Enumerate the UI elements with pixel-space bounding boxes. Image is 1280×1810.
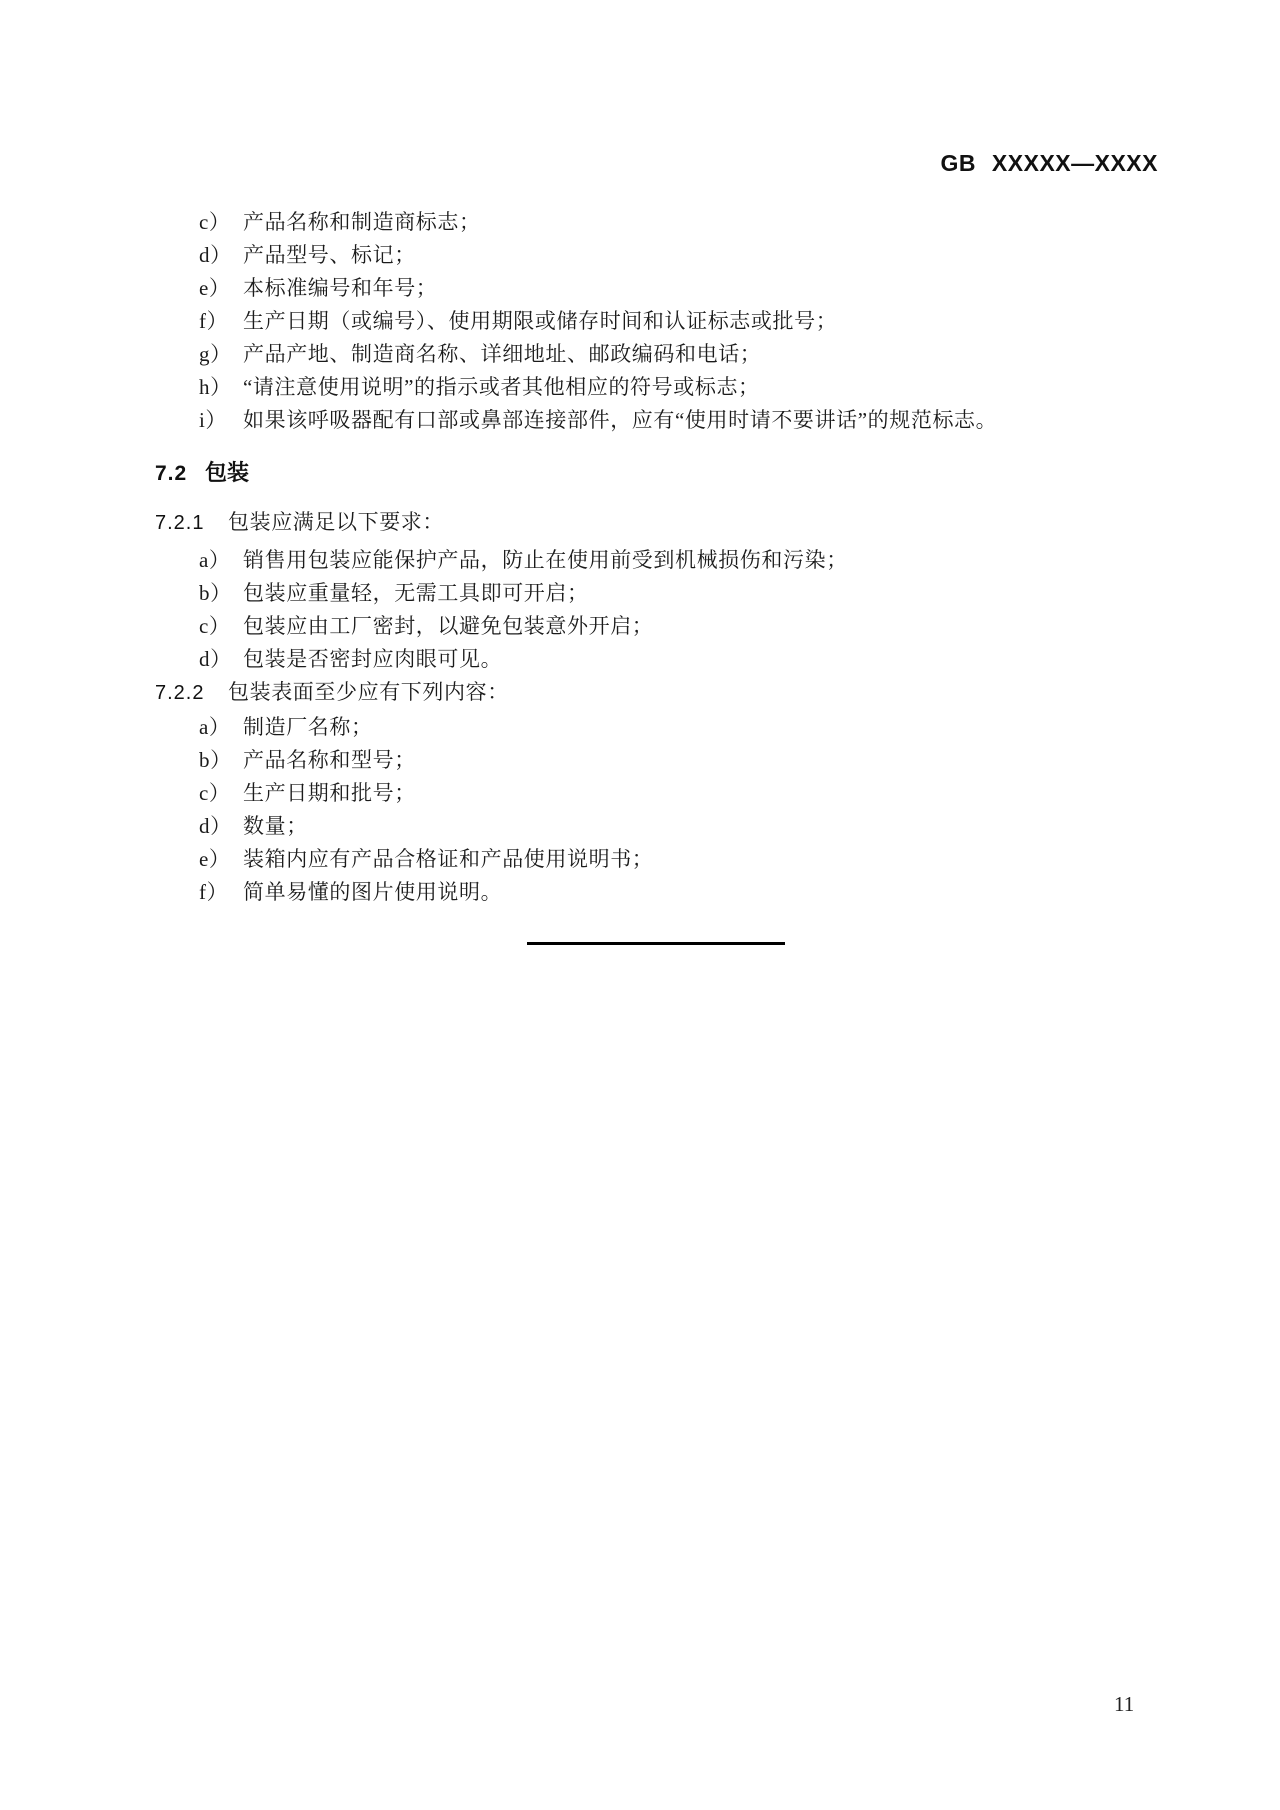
list-item-marker: b） bbox=[199, 748, 232, 772]
page-number: 11 bbox=[1114, 1692, 1135, 1716]
list-item-marker: b） bbox=[199, 581, 232, 605]
list-item bbox=[0, 544, 1280, 577]
list-item-text: 如果该呼吸器配有口部或鼻部连接部件，应有“使用时请不要讲话”的规范标志。 bbox=[243, 408, 998, 432]
list-item-text: 产品型号、标记； bbox=[243, 243, 416, 267]
list-item-text: 制造厂名称； bbox=[243, 715, 373, 739]
section-number: 7.2 bbox=[155, 462, 188, 485]
clause-number: 7.2.1 bbox=[155, 512, 205, 534]
end-of-document-rule bbox=[527, 942, 785, 945]
list-item bbox=[0, 338, 1280, 371]
list-item-marker: a） bbox=[199, 548, 231, 572]
list-item-marker: a） bbox=[199, 715, 231, 739]
list-item bbox=[0, 577, 1280, 610]
list-item bbox=[0, 810, 1280, 843]
list-item bbox=[0, 206, 1280, 239]
clause-text: 包装应满足以下要求： bbox=[228, 510, 444, 534]
list-item-text: 销售用包装应能保护产品，防止在使用前受到机械损伤和污染； bbox=[243, 548, 848, 572]
list-item bbox=[0, 643, 1280, 676]
list-item-text: 生产日期（或编号）、使用期限或储存时间和认证标志或批号； bbox=[243, 309, 838, 333]
list-item bbox=[0, 404, 1280, 437]
clause-722 bbox=[0, 676, 1280, 709]
list-item-text: 本标准编号和年号； bbox=[243, 276, 438, 300]
clause-722-list bbox=[0, 711, 1280, 909]
list-item bbox=[0, 371, 1280, 404]
clause-text: 包装表面至少应有下列内容： bbox=[228, 680, 509, 704]
list-item-text: 包装应由工厂密封，以避免包装意外开启； bbox=[243, 614, 654, 638]
list-item bbox=[0, 843, 1280, 876]
page-content bbox=[0, 206, 1280, 945]
list-item bbox=[0, 876, 1280, 909]
list-item-marker: d） bbox=[199, 814, 232, 838]
list-item-marker: f） bbox=[199, 880, 229, 904]
list-item-marker: e） bbox=[199, 276, 231, 300]
list-item-text: “请注意使用说明”的指示或者其他相应的符号或标志； bbox=[243, 375, 760, 399]
list-item-marker: c） bbox=[199, 210, 231, 234]
list-item-marker: f） bbox=[199, 309, 229, 333]
list-item-marker: c） bbox=[199, 614, 231, 638]
standard-number-header: GB XXXXX—XXXX bbox=[940, 150, 1158, 176]
list-item bbox=[0, 610, 1280, 643]
clause-721-list bbox=[0, 544, 1280, 676]
list-item bbox=[0, 711, 1280, 744]
section-title: 包装 bbox=[205, 460, 250, 485]
list-item-marker: e） bbox=[199, 847, 231, 871]
list-item-text: 包装是否密封应肉眼可见。 bbox=[243, 647, 503, 671]
list-item-marker: d） bbox=[199, 243, 232, 267]
list-item-marker: i） bbox=[199, 408, 228, 432]
list-item-marker: g） bbox=[199, 342, 232, 366]
list-item-marker: d） bbox=[199, 647, 232, 671]
list-item bbox=[0, 305, 1280, 338]
list-item-text: 简单易懂的图片使用说明。 bbox=[243, 880, 503, 904]
list-item bbox=[0, 744, 1280, 777]
clause-721 bbox=[0, 506, 1280, 539]
list-item-marker: h） bbox=[199, 375, 232, 399]
list-item-text: 生产日期和批号； bbox=[243, 781, 416, 805]
section-heading bbox=[0, 456, 1280, 489]
list-item bbox=[0, 239, 1280, 272]
list-item-text: 数量； bbox=[243, 814, 308, 838]
list-item-text: 包装应重量轻，无需工具即可开启； bbox=[243, 581, 589, 605]
list-item bbox=[0, 777, 1280, 810]
list-item-text: 产品名称和型号； bbox=[243, 748, 416, 772]
clause-number: 7.2.2 bbox=[155, 682, 205, 704]
list-item bbox=[0, 272, 1280, 305]
list-item-text: 产品产地、制造商名称、详细地址、邮政编码和电话； bbox=[243, 342, 762, 366]
list-item-marker: c） bbox=[199, 781, 231, 805]
list-item-text: 装箱内应有产品合格证和产品使用说明书； bbox=[243, 847, 654, 871]
list-item-text: 产品名称和制造商标志； bbox=[243, 210, 481, 234]
